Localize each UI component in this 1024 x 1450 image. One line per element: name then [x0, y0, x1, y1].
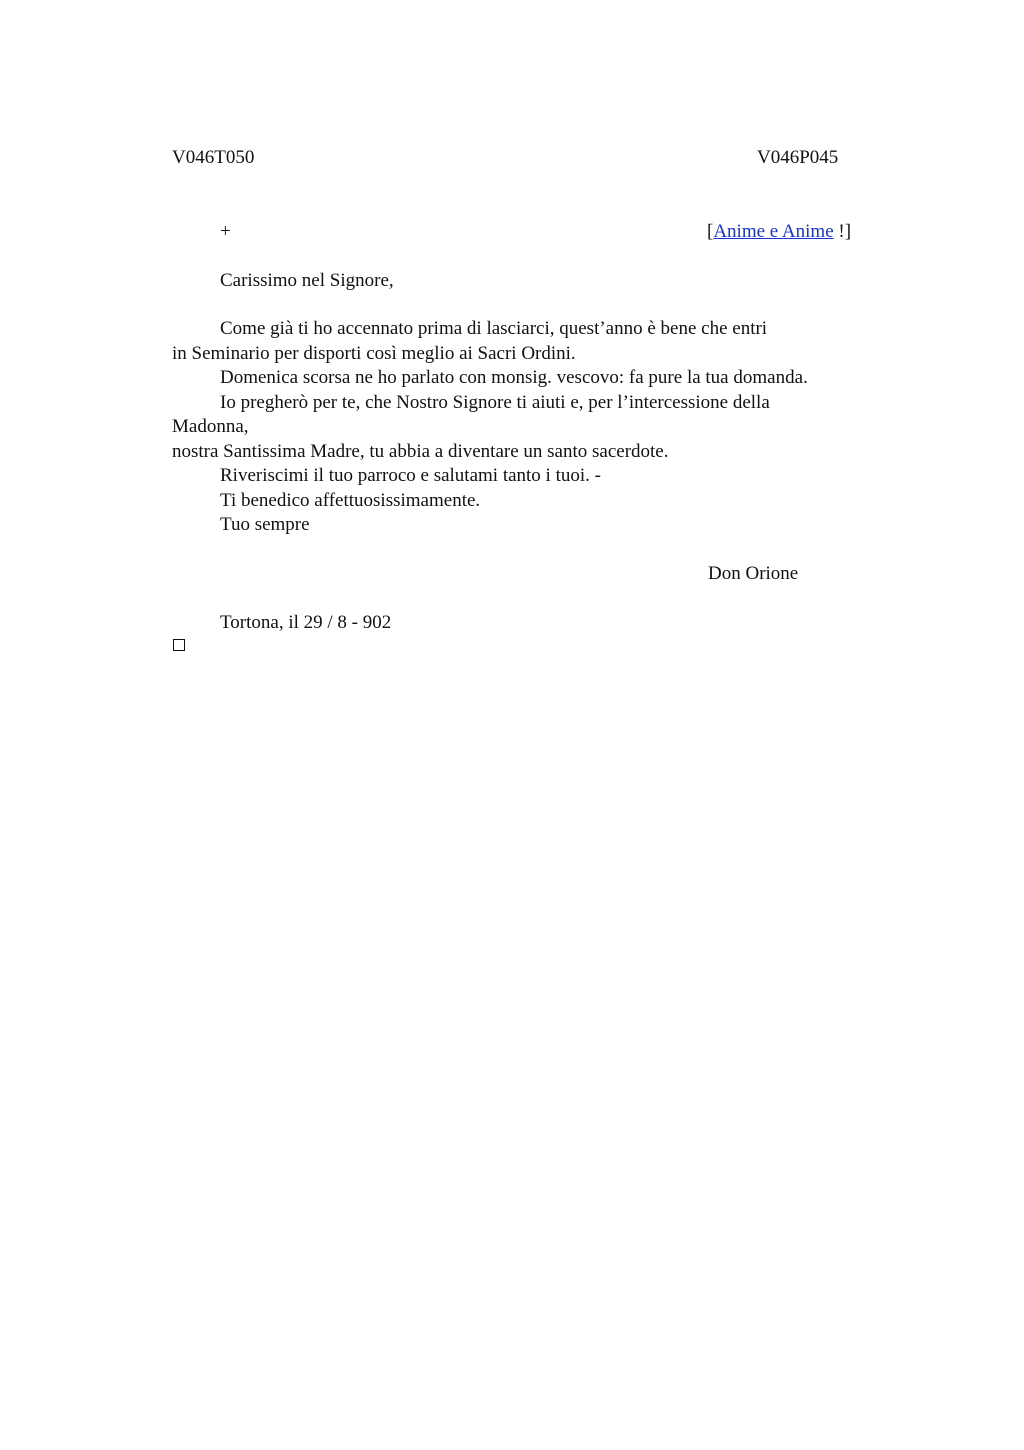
body-line: Ti benedico affettuosissimamente.	[220, 490, 481, 511]
body-line: Tuo sempre	[220, 514, 310, 535]
header-right-code: V046P045	[757, 147, 839, 168]
body-line: in Seminario per disporti così meglio ai Sacri Ordini.	[172, 343, 576, 364]
cross-symbol: +	[220, 221, 231, 242]
title-open-bracket: [	[707, 221, 714, 242]
greeting: Carissimo nel Signore,	[220, 270, 394, 291]
body-line: Domenica scorsa ne ho parlato con monsig. vescovo: fa pure la tua domanda.	[220, 367, 808, 388]
body-line: Madonna,	[172, 416, 249, 437]
title-link[interactable]: Anime e Anime	[713, 221, 834, 242]
body-line: Come già ti ho accennato prima di lasciarci, quest’anno è bene che entri	[220, 318, 768, 339]
title-close: !]	[833, 221, 852, 242]
signature: Don Orione	[708, 563, 799, 584]
header-left-code: V046T050	[172, 147, 255, 168]
date-line: Tortona, il 29 / 8 - 902	[220, 612, 392, 633]
body-line: Io pregherò per te, che Nostro Signore ti aiuti e, per l’intercessione della	[220, 392, 770, 413]
body-line: nostra Santissima Madre, tu abbia a diventare un santo sacerdote.	[172, 441, 669, 462]
body-line: Riveriscimi il tuo parroco e salutami tanto i tuoi. -	[220, 465, 601, 486]
end-marker-square-icon	[173, 639, 185, 651]
title-reference	[707, 220, 851, 244]
